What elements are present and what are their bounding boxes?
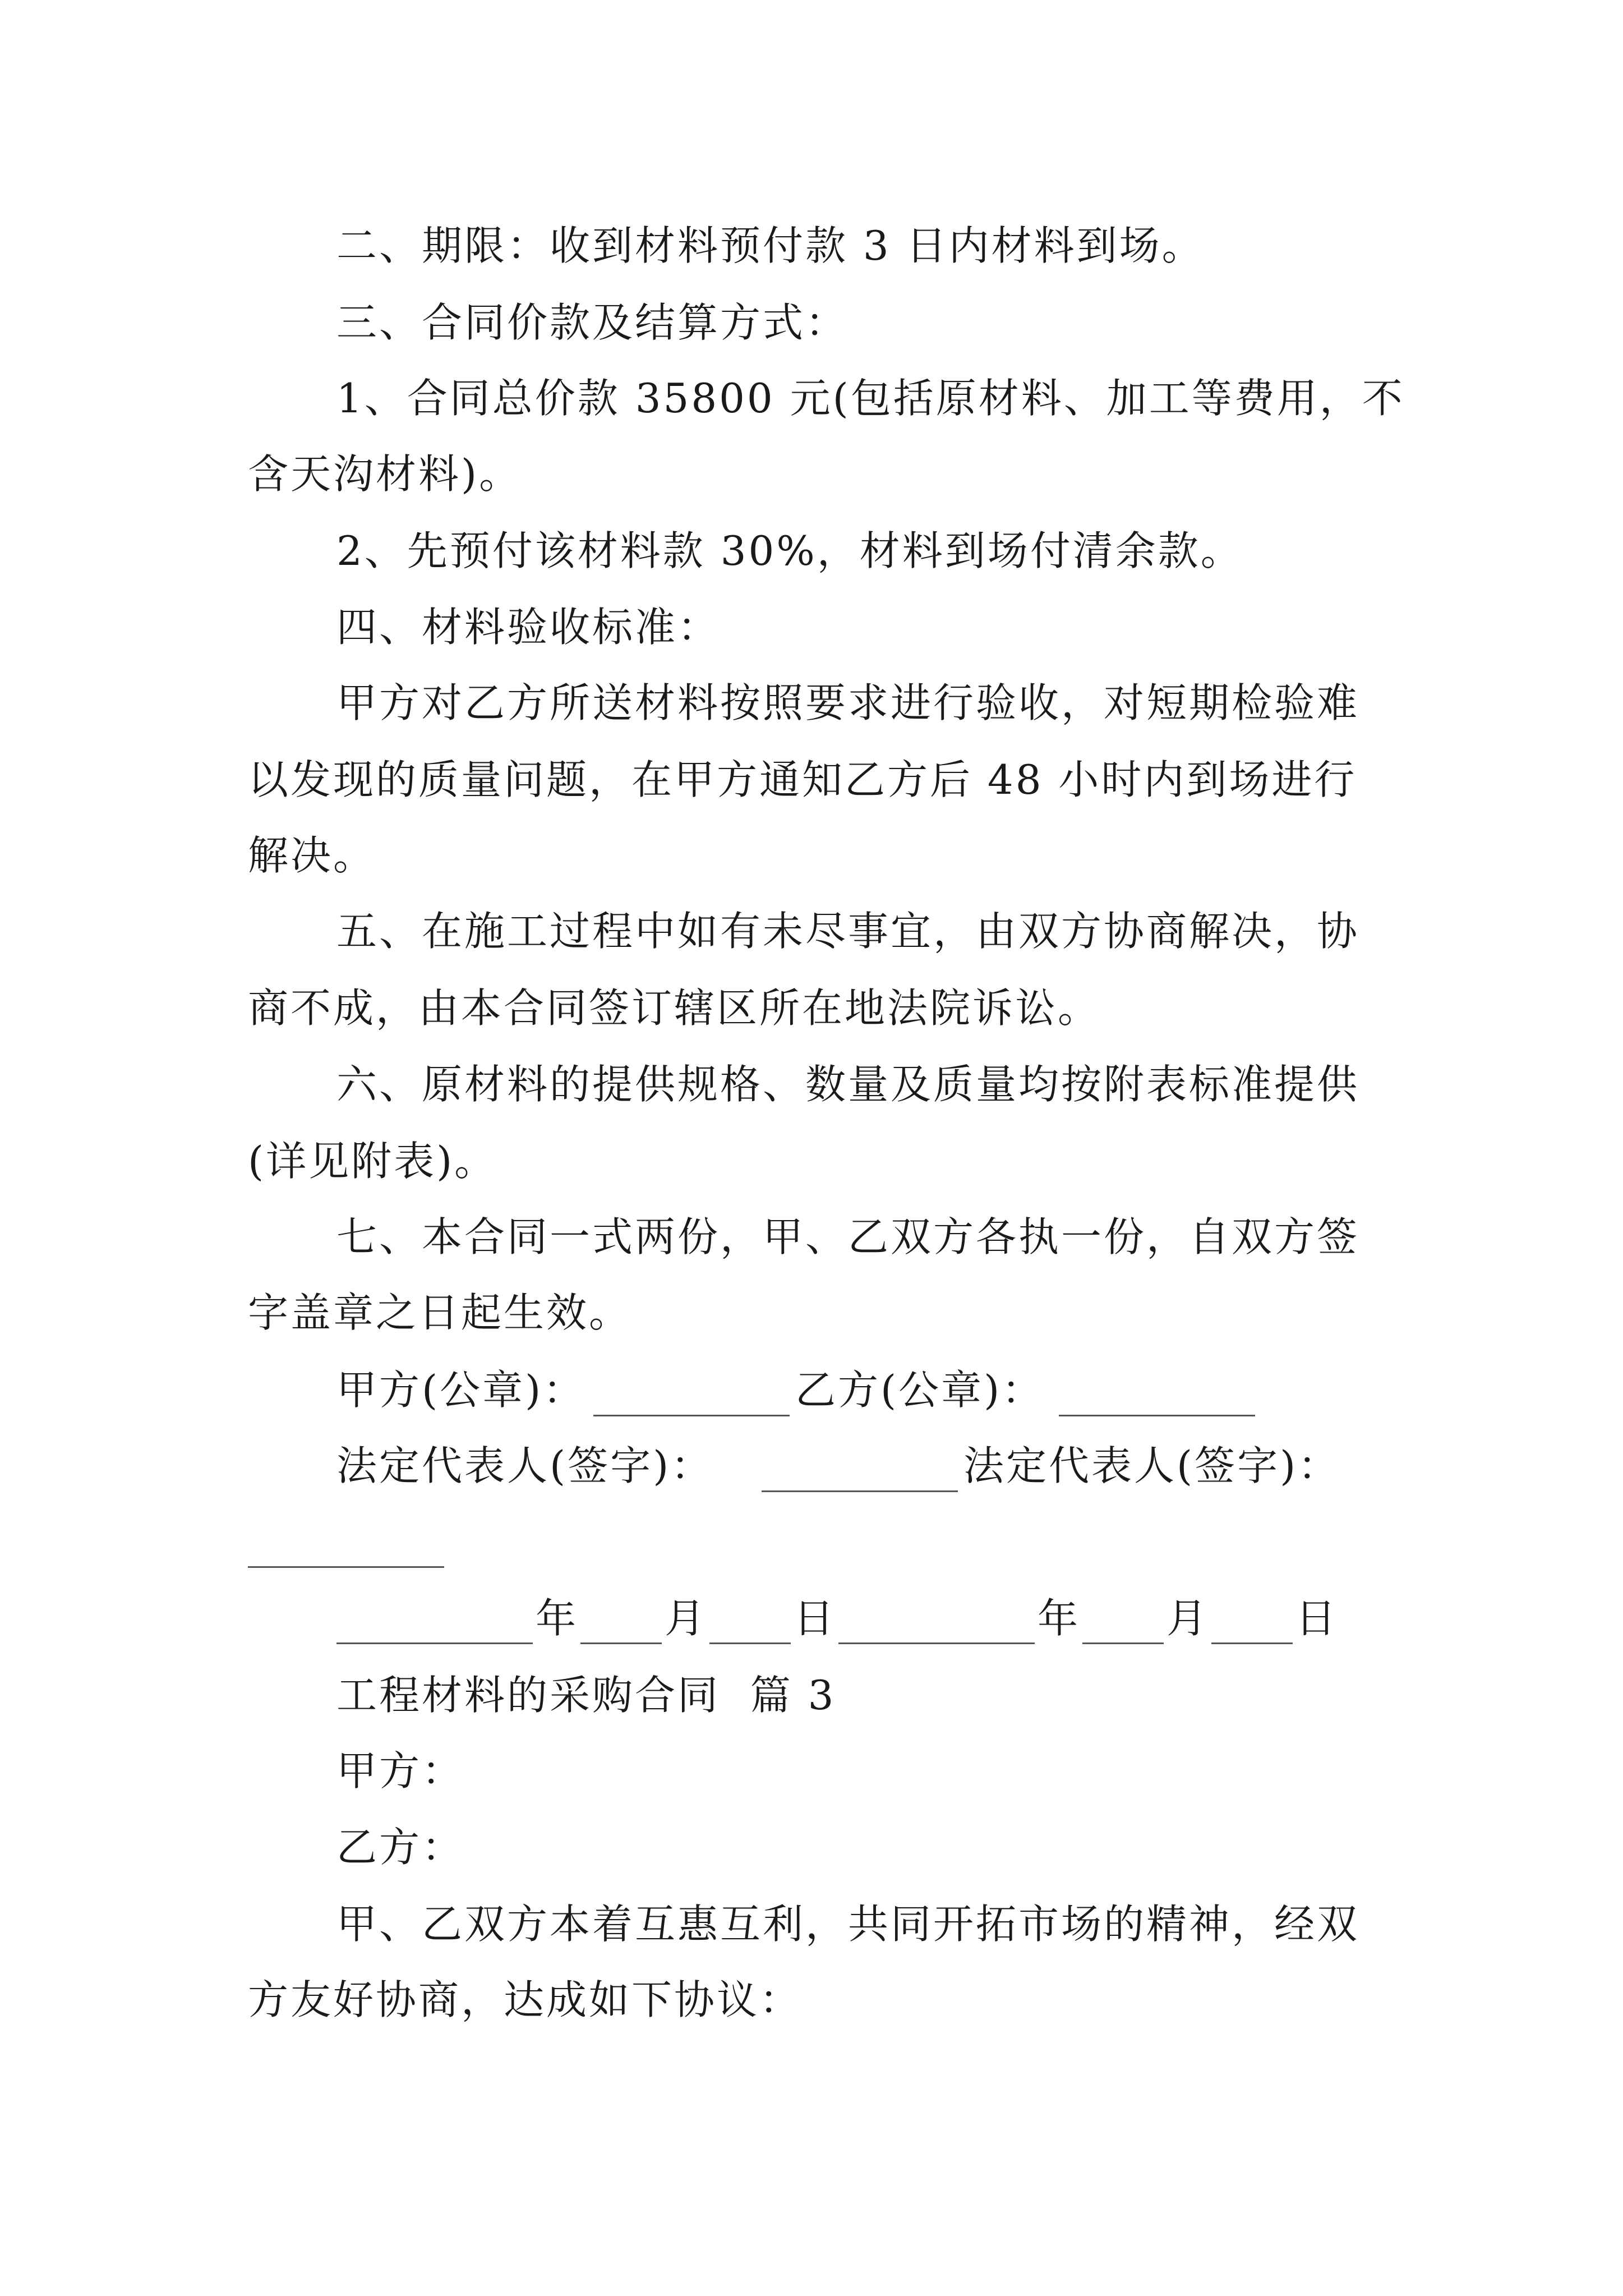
- date-a-day-label: 日: [794, 1595, 837, 1642]
- materials-spec-line-1: 六、原材料的提供规格、数量及质量均按附表标准提供: [336, 1061, 1360, 1108]
- party-b-seal-blank: [1059, 1415, 1255, 1416]
- dispute-line-2: 商不成，由本合同签订辖区所在地法院诉讼。: [248, 984, 1101, 1032]
- date-a-year-label: 年: [536, 1595, 579, 1642]
- section-3-party-b: 乙方：: [336, 1824, 465, 1871]
- party-b-representative-blank: [248, 1566, 444, 1568]
- date-a-month-label: 月: [665, 1595, 708, 1642]
- acceptance-heading: 四、材料验收标准：: [336, 604, 721, 651]
- price-heading: 三、合同价款及结算方式：: [336, 299, 849, 346]
- materials-spec-line-2: (详见附表)。: [248, 1138, 497, 1185]
- section-3-intro-line-1: 甲、乙双方本着互惠互利，共同开拓市场的精神，经双: [336, 1901, 1360, 1948]
- date-a-year-blank: [336, 1642, 533, 1644]
- copies-line-2: 字盖章之日起生效。: [248, 1289, 632, 1336]
- price-item-1-line-2: 含天沟材料)。: [248, 450, 522, 498]
- party-b-seal-label: 乙方(公章)：: [795, 1366, 1045, 1414]
- section-3-title: 工程材料的采购合同 篇 3: [336, 1672, 836, 1719]
- price-item-1-line-1: 1、合同总价款 35800 元(包括原材料、加工等费用，不: [336, 375, 1405, 422]
- date-b-day-blank: [1211, 1642, 1293, 1644]
- date-b-month-blank: [1082, 1642, 1164, 1644]
- date-a-month-blank: [580, 1642, 662, 1644]
- price-item-2: 2、先预付该材料款 30%，材料到场付清余款。: [336, 527, 1243, 574]
- acceptance-line-2: 以发现的质量问题，在甲方通知乙方后 48 小时内到场进行: [248, 756, 1357, 803]
- section-3-intro-line-2: 方友好协商，达成如下协议：: [248, 1976, 803, 2023]
- party-b-representative-label: 法定代表人(签字)：: [963, 1442, 1341, 1489]
- section-3-party-a: 甲方：: [336, 1747, 465, 1795]
- date-a-day-blank: [709, 1642, 791, 1644]
- party-a-seal-blank: [593, 1415, 790, 1416]
- date-b-day-label: 日: [1295, 1595, 1339, 1642]
- acceptance-line-3: 解决。: [248, 832, 376, 879]
- party-a-seal-label: 甲方(公章)：: [336, 1366, 586, 1414]
- term-clause: 二、期限：收到材料预付款 3 日内材料到场。: [336, 222, 1205, 269]
- party-a-representative-blank: [762, 1490, 958, 1492]
- date-b-month-label: 月: [1166, 1595, 1210, 1642]
- date-b-year-blank: [838, 1642, 1035, 1644]
- party-a-representative-label: 法定代表人(签字)：: [336, 1442, 714, 1489]
- copies-line-1: 七、本合同一式两份，甲、乙双方各执一份，自双方签: [336, 1213, 1360, 1260]
- date-b-year-label: 年: [1038, 1595, 1081, 1642]
- dispute-line-1: 五、在施工过程中如有未尽事宜，由双方协商解决，协: [336, 908, 1360, 955]
- acceptance-line-1: 甲方对乙方所送材料按照要求进行验收，对短期检验难: [336, 679, 1360, 726]
